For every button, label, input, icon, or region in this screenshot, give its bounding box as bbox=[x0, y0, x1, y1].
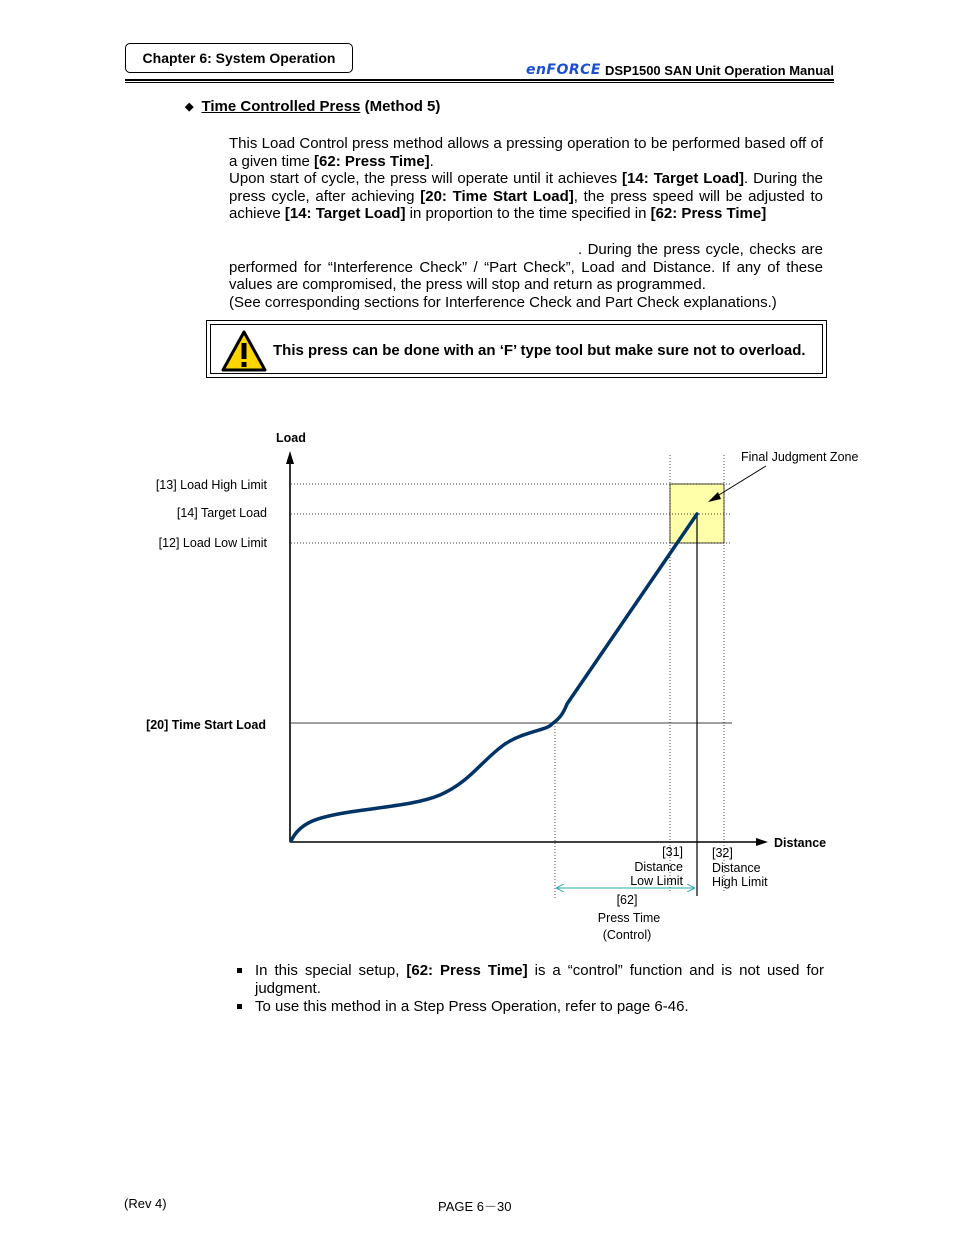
note-item-2 bbox=[234, 998, 824, 1016]
section-title: Time Controlled Press bbox=[201, 98, 361, 115]
p1-text: This Load Control press method allows a pressing operation to be performed based off of a given time bbox=[229, 135, 823, 170]
square-bullet-icon bbox=[237, 968, 242, 973]
target-load-label: [14] Target Load bbox=[176, 506, 267, 520]
final-zone-label: Final Judgment Zone bbox=[741, 450, 859, 464]
note-1-bold: [62: Press Time] bbox=[406, 962, 528, 979]
note-1-text-c: is a “control” function and is not used for judgment. bbox=[255, 962, 824, 997]
x-axis-label: Distance bbox=[774, 836, 827, 850]
load-curve bbox=[291, 514, 697, 841]
distance-high-limit-word: Distance bbox=[712, 861, 761, 875]
note-1-text-a: In this special setup, bbox=[255, 962, 407, 979]
p2-bold-f: [14: Target Load] bbox=[284, 205, 406, 222]
p1-end: . bbox=[429, 152, 434, 170]
p3-text: . During the press cycle, checks are performed for “Interference Check” / “Part Check”, Load and Distance. If any of these values are compromised, the press will stop and return as programmed. bbox=[229, 241, 823, 293]
p2-text-c: . During the press cycle, after achieving bbox=[229, 170, 823, 205]
p2-bold-d: [20: Time Start Load] bbox=[420, 187, 574, 205]
diamond-bullet-icon: ◆ bbox=[185, 101, 194, 113]
p2-text-g: in proportion to the time specified in bbox=[405, 205, 651, 222]
manual-title-text: DSP1500 SAN Unit Operation Manual bbox=[605, 63, 834, 78]
press-time-control: (Control) bbox=[602, 928, 652, 942]
notes-list bbox=[234, 962, 824, 1016]
section-method: (Method 5) bbox=[364, 98, 441, 115]
p4-text: (See corresponding sections for Interference Check and Part Check explanations.) bbox=[229, 293, 777, 311]
chapter-label: Chapter 6: System Operation bbox=[125, 43, 353, 73]
p1-bold: [62: Press Time] bbox=[314, 152, 430, 170]
warning-text: This press can be done with an ‘F’ type tool but make sure not to overload. bbox=[273, 342, 806, 359]
distance-axis-arrow-icon bbox=[756, 838, 768, 846]
square-bullet-icon bbox=[237, 1004, 242, 1009]
p2-text-a: Upon start of cycle, the press will operate until it achieves bbox=[229, 170, 623, 187]
press-time-id: [62] bbox=[616, 893, 638, 907]
load-high-limit-label: [13] Load High Limit bbox=[155, 478, 267, 492]
load-axis-arrow-icon bbox=[286, 451, 294, 464]
distance-high-limit-id: [32] bbox=[712, 846, 733, 860]
p2-bold-b: [14: Target Load] bbox=[622, 170, 745, 187]
p2-text-e: , the press speed will be adjusted to achieve bbox=[229, 187, 823, 222]
distance-high-limit-text: High Limit bbox=[712, 875, 768, 889]
page-number: PAGE 6－30 bbox=[438, 1199, 512, 1214]
distance-low-limit-text: Low Limit bbox=[630, 874, 683, 888]
zone-pointer-line bbox=[714, 466, 766, 498]
distance-low-limit-word: Distance bbox=[634, 860, 683, 874]
note-2-text: To use this method in a Step Press Operation, refer to page 6-46. bbox=[255, 998, 689, 1015]
note-item-1 bbox=[234, 962, 824, 998]
revision-label: (Rev 4) bbox=[124, 1196, 167, 1211]
enforce-logo: enFORCE bbox=[525, 62, 601, 78]
y-axis-label: Load bbox=[276, 431, 306, 445]
load-low-limit-label: [12] Load Low Limit bbox=[158, 536, 267, 550]
p2-bold-h: [62: Press Time] bbox=[650, 205, 767, 222]
press-time-word: Press Time bbox=[597, 911, 661, 925]
time-start-load-label: [20] Time Start Load bbox=[146, 718, 266, 732]
distance-low-limit-id: [31] bbox=[662, 845, 683, 859]
